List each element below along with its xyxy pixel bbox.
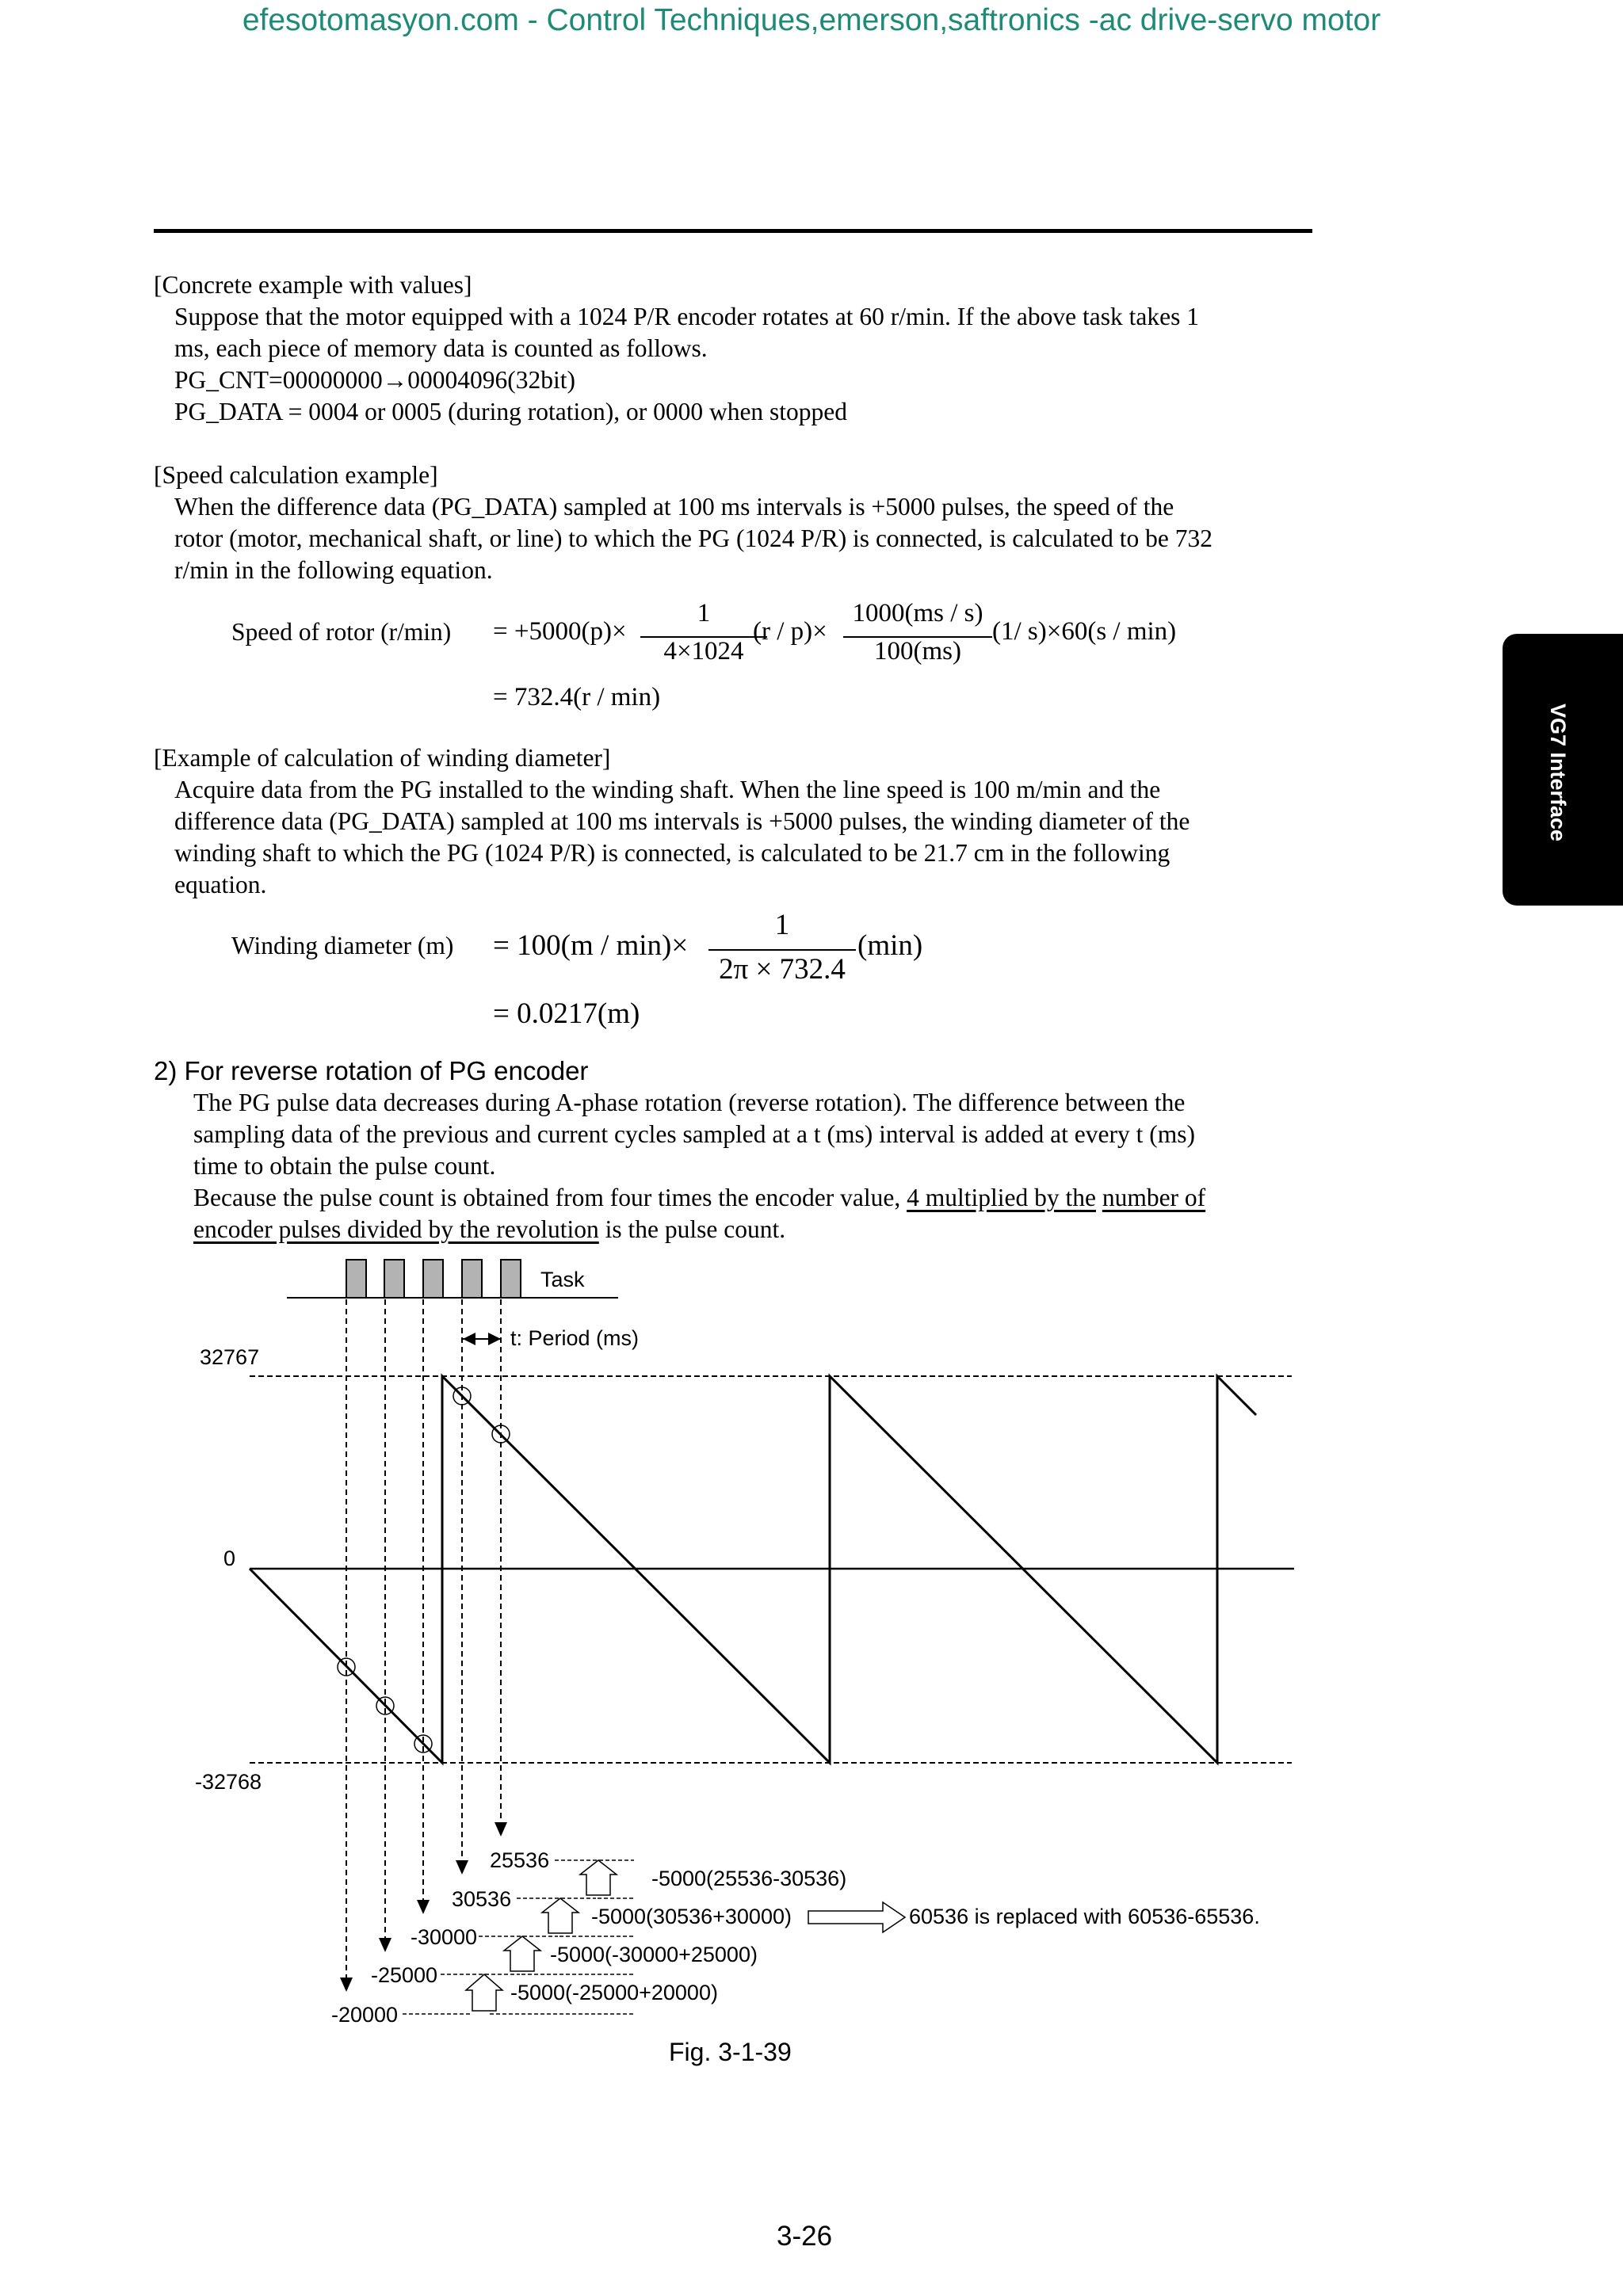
diff-label-1: -5000(25536-30536) [651, 1867, 847, 1890]
y-zero-label: 0 [223, 1547, 236, 1570]
diff-label-2: -5000(30536+30000) [591, 1905, 792, 1928]
speed-eq-term-2: (r / p)× [753, 617, 827, 646]
task-pulses [346, 1260, 521, 1298]
period-label: t: Period (ms) [510, 1326, 640, 1350]
winding-heading: [Example of calculation of winding diameter] [154, 744, 611, 772]
y-max-label: 32767 [200, 1345, 260, 1369]
sample-value-25536: 25536 [490, 1848, 550, 1872]
diff-label-3: -5000(-30000+25000) [550, 1943, 758, 1966]
concrete-line-4: PG_DATA = 0004 or 0005 (during rotation), or 0000 when stopped [174, 398, 848, 425]
winding-line-4: equation. [174, 871, 267, 898]
winding-line-3: winding shaft to which the PG (1024 P/R) is connected, is calculated to be 21.7 cm in the following [174, 839, 1170, 867]
winding-eq-term-1: = 100(m / min)× [493, 929, 689, 962]
task-label: Task [540, 1268, 585, 1291]
replacement-arrow [808, 1902, 905, 1932]
reverse-line-3: time to obtain the pulse count. [193, 1152, 496, 1180]
winding-eq-result: = 0.0217(m) [493, 997, 640, 1030]
reverse-line-5: encoder pulses divided by the revolution is the pulse count. [193, 1215, 786, 1243]
speed-eq-label: Speed of rotor (r/min) [231, 618, 452, 646]
sample-value-neg30000: -30000 [411, 1925, 478, 1949]
sample-value-neg25000: -25000 [371, 1963, 438, 1987]
speed-eq-frac2-num: 1000(ms / s) [852, 599, 983, 627]
winding-line-2: difference data (PG_DATA) sampled at 100 ms intervals is +5000 pulses, the winding diameter of the [174, 807, 1190, 835]
task-pulse [346, 1260, 366, 1298]
concrete-line-2: ms, each piece of memory data is counted as follows. [174, 334, 708, 362]
task-pulse [501, 1260, 521, 1298]
concrete-heading: [Concrete example with values] [154, 271, 472, 299]
sample-drop-lines [346, 1299, 501, 1981]
page-header: efesotomasyon.com - Control Techniques,emerson,saftronics -ac drive-servo motor [242, 3, 1381, 37]
sample-value-neg20000: -20000 [331, 2003, 399, 2027]
winding-eq-label: Winding diameter (m) [231, 932, 454, 959]
sample-value-30536: 30536 [452, 1887, 512, 1911]
reverse-line-4: Because the pulse count is obtained from four times the encoder value, 4 multiplied by the number of [193, 1184, 1206, 1211]
diff-label-4: -5000(-25000+20000) [510, 1981, 718, 2004]
concrete-line-3: PG_CNT=00000000→00004096(32bit) [174, 366, 576, 394]
winding-eq-frac-num: 1 [774, 909, 790, 941]
speed-eq-result: = 732.4(r / min) [493, 683, 661, 711]
reverse-heading: 2) For reverse rotation of PG encoder [154, 1056, 589, 1085]
speed-eq-frac1-num: 1 [697, 599, 711, 627]
side-tab-label: VG7 Interface [1546, 704, 1570, 842]
winding-eq-term-2: (min) [857, 929, 923, 962]
speed-heading: [Speed calculation example] [154, 461, 438, 489]
task-pulse [384, 1260, 404, 1298]
period-indicator [463, 1333, 501, 1345]
speed-eq-frac1-den: 4×1024 [663, 637, 744, 666]
task-pulse [423, 1260, 443, 1298]
winding-eq-frac-den: 2π × 732.4 [719, 953, 846, 986]
y-min-label: -32768 [195, 1770, 262, 1794]
figure-caption: Fig. 3-1-39 [669, 2038, 792, 2066]
reverse-line-2: sampling data of the previous and current cycles sampled at a t (ms) interval is added at every t (ms) [193, 1120, 1195, 1148]
reverse-line-1: The PG pulse data decreases during A-phase rotation (reverse rotation). The difference between the [193, 1089, 1186, 1116]
replacement-note: 60536 is replaced with 60536-65536. [909, 1905, 1260, 1928]
speed-eq-term-1: = +5000(p)× [493, 617, 627, 646]
speed-line-3: r/min in the following equation. [174, 556, 493, 584]
winding-line-1: Acquire data from the PG installed to the winding shaft. When the line speed is 100 m/min and the [174, 776, 1161, 803]
speed-eq-term-3: (1/ s)×60(s / min) [992, 617, 1177, 646]
page-number: 3-26 [777, 2221, 833, 2252]
speed-eq-frac2-den: 100(ms) [874, 637, 961, 666]
task-pulse [462, 1260, 482, 1298]
concrete-line-1: Suppose that the motor equipped with a 1024 P/R encoder rotates at 60 r/min. If the above task takes 1 [174, 303, 1199, 330]
speed-line-1: When the difference data (PG_DATA) sampled at 100 ms intervals is +5000 pulses, the speed of the [174, 493, 1174, 521]
speed-line-2: rotor (motor, mechanical shaft, or line) to which the PG (1024 P/R) is connected, is calculated to be 732 [174, 524, 1213, 552]
